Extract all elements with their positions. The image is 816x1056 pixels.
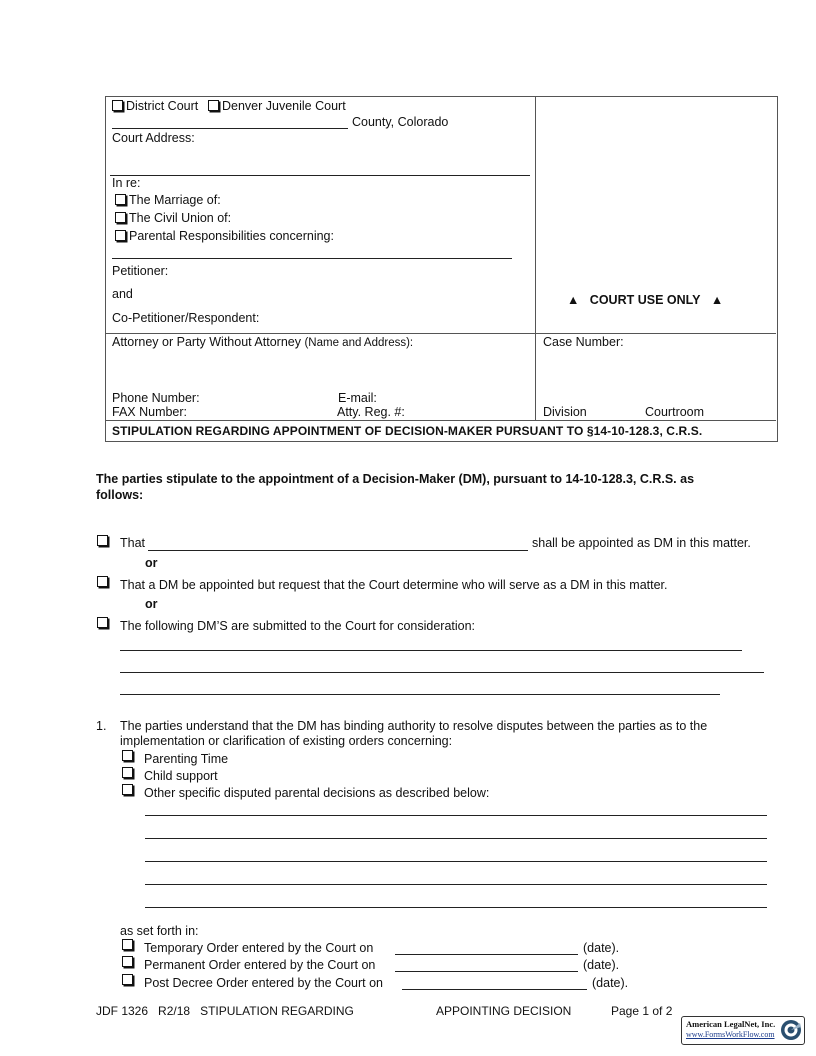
set-forth-label: as set forth in: <box>120 924 199 938</box>
parental-responsibilities-option[interactable]: Parental Responsibilities concerning: <box>115 229 334 243</box>
caption-title-divider <box>106 420 776 421</box>
parenting-time-checkbox[interactable] <box>122 750 133 761</box>
footer-title-part-2: APPOINTING DECISION <box>436 1004 572 1018</box>
court-address-blank[interactable] <box>110 175 530 176</box>
temporary-order-date-suffix: (date). <box>583 941 620 955</box>
triangle-up-icon: ▲ <box>567 293 580 307</box>
other-decisions-checkbox[interactable] <box>122 784 133 795</box>
dm-name-blank[interactable] <box>148 550 528 551</box>
permanent-order-date-blank[interactable] <box>395 971 578 972</box>
caption-middle-divider <box>106 333 776 334</box>
division-label: Division <box>543 405 587 419</box>
courtroom-label: Courtroom <box>645 405 705 419</box>
footer-page-number: Page 1 of 2 <box>611 1004 673 1018</box>
form-title: STIPULATION REGARDING APPOINTMENT OF DECISION-MAKER PURSUANT TO §14-10-128.3, C.R.S. <box>112 424 703 438</box>
logo-company-name: American LegalNet, Inc. <box>686 1019 776 1029</box>
other-decisions-blank[interactable] <box>145 907 767 908</box>
civil-union-option[interactable]: The Civil Union of: <box>115 211 231 225</box>
court-use-only: ▲ COURT USE ONLY ▲ <box>567 293 724 307</box>
marriage-checkbox[interactable] <box>115 194 126 205</box>
dm-list-blank[interactable] <box>120 650 742 651</box>
district-court-checkbox[interactable] <box>112 100 123 111</box>
option-2-text: That a DM be appointed but request that the Court determine who will serve as a DM in this matter. <box>120 578 668 592</box>
post-decree-order-date-blank[interactable] <box>402 989 587 990</box>
other-decisions-label: Other specific disputed parental decisions as described below: <box>144 786 490 800</box>
phone-label: Phone Number: <box>112 391 200 405</box>
temporary-order-date-blank[interactable] <box>395 954 578 955</box>
atty-reg-label: Atty. Reg. #: <box>337 405 405 419</box>
permanent-order-label: Permanent Order entered by the Court on <box>144 958 376 972</box>
fax-label: FAX Number: <box>112 405 188 419</box>
in-re-label: In re: <box>112 176 141 190</box>
triangle-up-icon: ▲ <box>710 293 724 307</box>
option-1-prefix: That <box>120 536 146 550</box>
option-3-checkbox[interactable] <box>97 617 108 628</box>
co-petitioner-label: Co-Petitioner/Respondent: <box>112 311 260 325</box>
option-1-suffix: shall be appointed as DM in this matter. <box>532 536 751 550</box>
parenting-time-label: Parenting Time <box>144 752 229 766</box>
marriage-option[interactable]: The Marriage of: <box>115 193 221 207</box>
option-2-checkbox[interactable] <box>97 576 108 587</box>
other-decisions-blank[interactable] <box>145 861 767 862</box>
logo-website: www.FormsWorkFlow.com <box>686 1030 775 1039</box>
party-names-blank[interactable] <box>112 258 512 259</box>
county-label: County, Colorado <box>352 115 449 129</box>
juvenile-court-option[interactable]: Denver Juvenile Court <box>208 99 346 113</box>
temporary-order-label: Temporary Order entered by the Court on <box>144 941 374 955</box>
other-decisions-blank[interactable] <box>145 815 767 816</box>
other-decisions-blank[interactable] <box>145 884 767 885</box>
permanent-order-date-suffix: (date). <box>583 958 620 972</box>
dm-list-blank[interactable] <box>120 694 720 695</box>
american-legalnet-logo <box>681 1016 805 1045</box>
civil-union-checkbox[interactable] <box>115 212 126 223</box>
petitioner-label: Petitioner: <box>112 264 169 278</box>
logo-emblem-icon <box>780 1019 802 1041</box>
item-1-number: 1. <box>96 719 107 733</box>
post-decree-order-checkbox[interactable] <box>122 974 133 985</box>
child-support-checkbox[interactable] <box>122 767 133 778</box>
district-court-option[interactable]: District Court <box>112 99 198 113</box>
caption-box <box>105 96 778 442</box>
parental-responsibilities-checkbox[interactable] <box>115 230 126 241</box>
county-blank[interactable] <box>112 128 348 129</box>
email-label: E-mail: <box>338 391 377 405</box>
caption-vertical-divider <box>535 97 536 420</box>
item-1-line-1: The parties understand that the DM has binding authority to resolve disputes between the parties as to the <box>120 719 708 733</box>
juvenile-court-checkbox[interactable] <box>208 100 219 111</box>
and-label: and <box>112 287 133 301</box>
court-address-label: Court Address: <box>112 131 195 145</box>
item-1-line-2: implementation or clarification of existing orders concerning: <box>120 734 453 748</box>
or-label-2: or <box>145 597 158 611</box>
attorney-label: Attorney or Party Without Attorney (Name and Address): <box>112 335 414 349</box>
option-3-text: The following DM’S are submitted to the Court for consideration: <box>120 619 476 633</box>
child-support-label: Child support <box>144 769 218 783</box>
intro-line-1: The parties stipulate to the appointment of a Decision-Maker (DM), pursuant to 14-10-128.3, C.R.S. as <box>96 472 695 486</box>
option-1-checkbox[interactable] <box>97 535 108 546</box>
post-decree-order-date-suffix: (date). <box>592 976 629 990</box>
intro-line-2: follows: <box>96 488 144 502</box>
permanent-order-checkbox[interactable] <box>122 956 133 967</box>
or-label-1: or <box>145 556 158 570</box>
dm-list-blank[interactable] <box>120 672 764 673</box>
footer-form-id: JDF 1326 R2/18 STIPULATION REGARDING <box>96 1004 354 1018</box>
temporary-order-checkbox[interactable] <box>122 939 133 950</box>
post-decree-order-label: Post Decree Order entered by the Court on <box>144 976 384 990</box>
other-decisions-blank[interactable] <box>145 838 767 839</box>
case-number-label: Case Number: <box>543 335 624 349</box>
